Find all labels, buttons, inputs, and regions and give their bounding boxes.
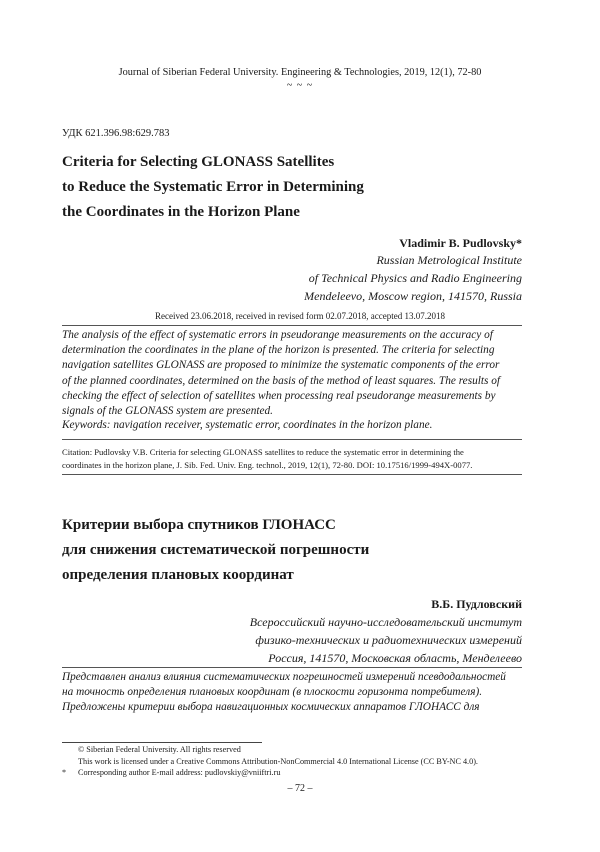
footnote-rule bbox=[62, 742, 262, 743]
received-dates: Received 23.06.2018, received in revised form 02.07.2018, accepted 13.07.2018 bbox=[155, 311, 445, 321]
title-ru-line: Критерии выбора спутников ГЛОНАСС bbox=[62, 517, 336, 533]
author-en bbox=[62, 236, 522, 251]
abstract-en bbox=[62, 328, 522, 419]
affiliation-en-line: Russian Metrological Institute bbox=[376, 253, 522, 267]
abstract-ru-line: Предложены критерии выбора навигационных космических аппаратов ГЛОНАСС для bbox=[62, 701, 480, 714]
journal-header: Journal of Siberian Federal University. Engineering & Technologies, 2019, 12(1), 72-80 bbox=[118, 67, 482, 78]
affiliation-ru-line: Всероссийский научно-исследовательский институт bbox=[249, 615, 522, 629]
abstract-en-line: signals of the GLONASS system are presented. bbox=[62, 405, 273, 418]
affiliation-en-line: Mendeleevo, Moscow region, 141570, Russia bbox=[304, 289, 522, 303]
citation bbox=[62, 446, 522, 471]
article-title-en bbox=[62, 150, 482, 225]
citation-bottom-rule bbox=[62, 474, 522, 475]
affiliation-ru-line: физико-технических и радиотехнических измерений bbox=[255, 633, 522, 647]
affiliation-en bbox=[62, 251, 522, 305]
abstract-en-line: checking the effect of selection of satellites when processing real pseudorange measurements by bbox=[62, 389, 496, 402]
udk-code: УДК 621.396.98:629.783 bbox=[62, 128, 170, 139]
abstract-en-line: navigation satellites GLONASS are proposed to minimize the systematic components of the error bbox=[62, 359, 500, 372]
license-text: This work is licensed under a Creative Commons Attribution-NonCommercial 4.0 International License (CC BY-NC 4.0). bbox=[78, 756, 478, 766]
abstract-top-rule bbox=[62, 325, 522, 326]
abstract-en-line: The analysis of the effect of systematic errors in pseudorange measurements on the accuracy of bbox=[62, 329, 493, 341]
affiliation-ru bbox=[62, 613, 522, 667]
author-name-en: Vladimir B. Pudlovsky* bbox=[399, 236, 522, 250]
citation-line: Citation: Pudlovsky V.B. Criteria for selecting GLONASS satellites to reduce the systematic error in determining the bbox=[62, 447, 464, 457]
title-en-line: to Reduce the Systematic Error in Determining bbox=[62, 179, 364, 195]
corresponding-text: Corresponding author E-mail address: pudlovskiy@vniiftri.ru bbox=[78, 768, 281, 777]
author-name-ru: В.Б. Пудловский bbox=[431, 597, 522, 611]
abstract-ru-line: на точность определения плановых координат (в плоскости горизонта потребителя). bbox=[62, 686, 483, 699]
footnote-license bbox=[62, 756, 542, 768]
affiliation-en-line: of Technical Physics and Radio Engineering bbox=[308, 271, 522, 285]
citation-line: coordinates in the horizon plane, J. Sib. Fed. Univ. Eng. technol., 2019, 12(1), 72-80. DOI: 10.17516/1999-494X-0077. bbox=[62, 459, 473, 470]
copyright-text: © Siberian Federal University. All rights reserved bbox=[78, 745, 241, 754]
abstract-en-line: determination the coordinates in the plane of the horizon is presented. The criteria for selecting bbox=[62, 344, 495, 357]
keywords-en: Keywords: navigation receiver, systematic error, coordinates in the horizon plane. bbox=[62, 419, 433, 431]
author-ru bbox=[62, 597, 522, 612]
abstract-ru-top-rule bbox=[62, 667, 522, 668]
title-en-line: Criteria for Selecting GLONASS Satellites bbox=[62, 154, 335, 170]
asterisk-mark: * bbox=[62, 768, 67, 777]
abstract-ru-line: Представлен анализ влияния систематических погрешностей измерений псевдодальностей bbox=[62, 671, 506, 683]
footnotes bbox=[62, 744, 542, 779]
abstract-en-line: of the planned coordinates, determined on the basis of the method of least squares. The results of bbox=[62, 374, 501, 387]
citation-top-rule bbox=[62, 439, 522, 440]
abstract-ru bbox=[62, 670, 522, 716]
footnote-corresponding bbox=[62, 767, 542, 779]
footnote-copyright bbox=[62, 744, 542, 756]
article-title-ru bbox=[62, 513, 502, 588]
title-ru-line: определения плановых координат bbox=[62, 567, 294, 583]
title-ru-line: для снижения систематической погрешности bbox=[62, 542, 370, 558]
page-number: – 72 – bbox=[287, 783, 313, 794]
affiliation-ru-line: Россия, 141570, Московская область, Менделеево bbox=[268, 651, 522, 665]
header-ornament: ~ ~ ~ bbox=[286, 80, 314, 91]
title-en-line: the Coordinates in the Horizon Plane bbox=[62, 204, 300, 220]
